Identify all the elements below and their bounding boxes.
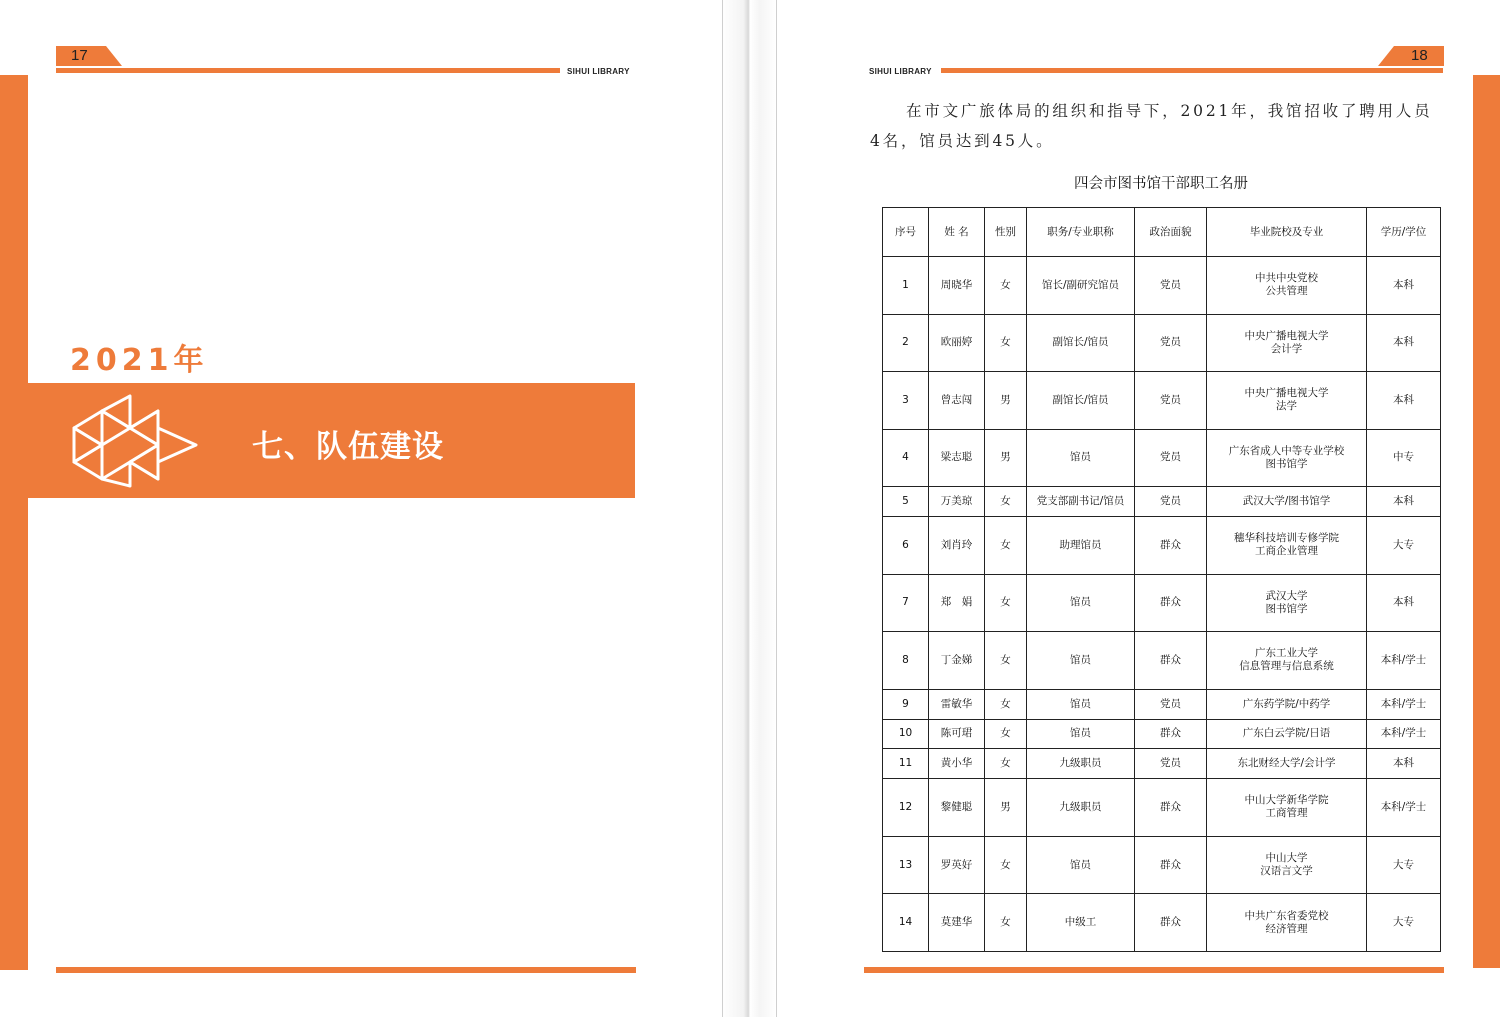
table-cell-title: 党支部副书记/馆员	[1027, 487, 1135, 517]
table-cell-degree: 大专	[1367, 836, 1441, 894]
table-cell-title: 馆员	[1027, 836, 1135, 894]
table-cell-school: 武汉大学 图书馆学	[1207, 574, 1367, 632]
table-row	[883, 632, 1441, 690]
table-header-row	[883, 208, 1441, 257]
table-cell-index: 1	[883, 257, 929, 315]
table-row	[883, 749, 1441, 779]
table-cell-name: 曾志闯	[929, 372, 985, 430]
column-header-name: 姓 名	[929, 208, 985, 257]
table-cell-degree: 中专	[1367, 429, 1441, 487]
table-cell-title: 馆员	[1027, 689, 1135, 719]
right-edge-band	[1473, 75, 1500, 968]
table-cell-index: 9	[883, 689, 929, 719]
table-cell-degree: 本科/学士	[1367, 779, 1441, 837]
table-row	[883, 779, 1441, 837]
table-cell-index: 6	[883, 517, 929, 575]
left-page	[0, 0, 722, 1017]
table-cell-title: 助理馆员	[1027, 517, 1135, 575]
column-header-political: 政治面貌	[1135, 208, 1207, 257]
table-cell-degree: 本科/学士	[1367, 719, 1441, 749]
table-cell-school: 广东白云学院/日语	[1207, 719, 1367, 749]
table-row	[883, 372, 1441, 430]
spine-line	[722, 0, 723, 1017]
table-cell-school: 中山大学 汉语言文学	[1207, 836, 1367, 894]
footer-rule	[864, 967, 1444, 973]
table-cell-index: 4	[883, 429, 929, 487]
table-cell-title: 馆员	[1027, 429, 1135, 487]
table-cell-index: 10	[883, 719, 929, 749]
table-cell-political: 群众	[1135, 632, 1207, 690]
table-row	[883, 429, 1441, 487]
table-cell-name: 梁志聪	[929, 429, 985, 487]
table-cell-index: 7	[883, 574, 929, 632]
table-cell-political: 党员	[1135, 314, 1207, 372]
table-cell-name: 莫建华	[929, 894, 985, 952]
page-number: 18	[1411, 47, 1428, 64]
table-cell-gender: 男	[985, 429, 1027, 487]
table-cell-name: 周晓华	[929, 257, 985, 315]
running-header: SIHUI LIBRARY	[567, 67, 630, 76]
table-cell-gender: 女	[985, 632, 1027, 690]
table-title: 四会市图书馆干部职工名册	[1074, 176, 1248, 192]
triangle-logo-icon	[72, 394, 200, 488]
table-cell-political: 群众	[1135, 836, 1207, 894]
table-cell-school: 东北财经大学/会计学	[1207, 749, 1367, 779]
page-number-tab	[56, 46, 122, 66]
table-cell-degree: 本科/学士	[1367, 632, 1441, 690]
table-row	[883, 836, 1441, 894]
table-cell-school: 中共广东省委党校 经济管理	[1207, 894, 1367, 952]
left-edge-band	[0, 75, 28, 970]
table-row	[883, 689, 1441, 719]
table-cell-index: 13	[883, 836, 929, 894]
table-cell-school: 穗华科技培训专修学院 工商企业管理	[1207, 517, 1367, 575]
table-cell-degree: 本科	[1367, 749, 1441, 779]
table-cell-gender: 女	[985, 257, 1027, 315]
table-cell-political: 党员	[1135, 372, 1207, 430]
table-cell-name: 万美琼	[929, 487, 985, 517]
table-cell-index: 3	[883, 372, 929, 430]
table-cell-index: 12	[883, 779, 929, 837]
table-cell-title: 副馆长/馆员	[1027, 372, 1135, 430]
staff-roster-table	[882, 207, 1441, 952]
intro-paragraph: 在市文广旅体局的组织和指导下，2021年，我馆招收了聘用人员4名，馆员达到45人。	[870, 102, 1433, 150]
table-cell-index: 14	[883, 894, 929, 952]
table-cell-gender: 女	[985, 719, 1027, 749]
table-cell-title: 九级职员	[1027, 749, 1135, 779]
table-cell-gender: 男	[985, 372, 1027, 430]
table-cell-degree: 本科	[1367, 314, 1441, 372]
table-cell-political: 群众	[1135, 719, 1207, 749]
column-header-index: 序号	[883, 208, 929, 257]
table-cell-index: 2	[883, 314, 929, 372]
table-cell-political: 党员	[1135, 429, 1207, 487]
book-spine	[722, 0, 776, 1017]
column-header-degree: 学历/学位	[1367, 208, 1441, 257]
table-cell-title: 馆员	[1027, 574, 1135, 632]
year-heading: 2021年	[70, 343, 209, 378]
table-row	[883, 487, 1441, 517]
table-cell-degree: 本科	[1367, 487, 1441, 517]
column-header-school: 毕业院校及专业	[1207, 208, 1367, 257]
table-row	[883, 574, 1441, 632]
table-row	[883, 314, 1441, 372]
table-cell-title: 馆员	[1027, 719, 1135, 749]
table-cell-degree: 大专	[1367, 517, 1441, 575]
table-cell-school: 武汉大学/图书馆学	[1207, 487, 1367, 517]
table-cell-gender: 女	[985, 574, 1027, 632]
section-title: 七、队伍建设	[252, 429, 444, 465]
table-cell-index: 8	[883, 632, 929, 690]
table-cell-political: 党员	[1135, 487, 1207, 517]
table-cell-political: 党员	[1135, 689, 1207, 719]
table-row	[883, 257, 1441, 315]
table-cell-gender: 女	[985, 689, 1027, 719]
table-cell-political: 群众	[1135, 517, 1207, 575]
table-cell-school: 中央广播电视大学 法学	[1207, 372, 1367, 430]
table-cell-degree: 本科/学士	[1367, 689, 1441, 719]
footer-rule	[56, 967, 636, 973]
table-cell-degree: 大专	[1367, 894, 1441, 952]
column-header-gender: 性别	[985, 208, 1027, 257]
table-cell-title: 中级工	[1027, 894, 1135, 952]
table-cell-title: 馆长/副研究馆员	[1027, 257, 1135, 315]
table-cell-political: 党员	[1135, 257, 1207, 315]
table-cell-school: 广东省成人中等专业学校 图书馆学	[1207, 429, 1367, 487]
table-cell-title: 馆员	[1027, 632, 1135, 690]
header-rule	[56, 68, 560, 73]
table-cell-index: 11	[883, 749, 929, 779]
table-cell-title: 九级职员	[1027, 779, 1135, 837]
table-row	[883, 517, 1441, 575]
header-rule	[941, 68, 1443, 73]
table-cell-political: 群众	[1135, 574, 1207, 632]
table-cell-degree: 本科	[1367, 574, 1441, 632]
table-cell-political: 群众	[1135, 779, 1207, 837]
table-cell-name: 陈可珺	[929, 719, 985, 749]
table-cell-gender: 女	[985, 836, 1027, 894]
table-row	[883, 894, 1441, 952]
table-cell-degree: 本科	[1367, 257, 1441, 315]
table-cell-index: 5	[883, 487, 929, 517]
table-cell-school: 中山大学新华学院 工商管理	[1207, 779, 1367, 837]
table-cell-name: 刘肖玲	[929, 517, 985, 575]
table-cell-name: 郑 娟	[929, 574, 985, 632]
table-cell-school: 中共中央党校 公共管理	[1207, 257, 1367, 315]
table-cell-title: 副馆长/馆员	[1027, 314, 1135, 372]
table-cell-school: 中央广播电视大学 会计学	[1207, 314, 1367, 372]
running-header: SIHUI LIBRARY	[869, 67, 932, 76]
page-number: 17	[71, 47, 88, 64]
table-cell-gender: 女	[985, 517, 1027, 575]
table-row	[883, 719, 1441, 749]
table-cell-gender: 女	[985, 487, 1027, 517]
table-cell-gender: 男	[985, 779, 1027, 837]
table-cell-school: 广东工业大学 信息管理与信息系统	[1207, 632, 1367, 690]
table-cell-gender: 女	[985, 314, 1027, 372]
table-cell-gender: 女	[985, 894, 1027, 952]
table-cell-political: 群众	[1135, 894, 1207, 952]
column-header-title: 职务/专业职称	[1027, 208, 1135, 257]
table-cell-name: 欧丽婷	[929, 314, 985, 372]
table-cell-degree: 本科	[1367, 372, 1441, 430]
table-cell-name: 黎健聪	[929, 779, 985, 837]
table-cell-name: 雷敏华	[929, 689, 985, 719]
table-cell-name: 罗英好	[929, 836, 985, 894]
table-cell-school: 广东药学院/中药学	[1207, 689, 1367, 719]
table-cell-political: 党员	[1135, 749, 1207, 779]
table-cell-gender: 女	[985, 749, 1027, 779]
table-cell-name: 丁金娣	[929, 632, 985, 690]
table-cell-name: 黄小华	[929, 749, 985, 779]
